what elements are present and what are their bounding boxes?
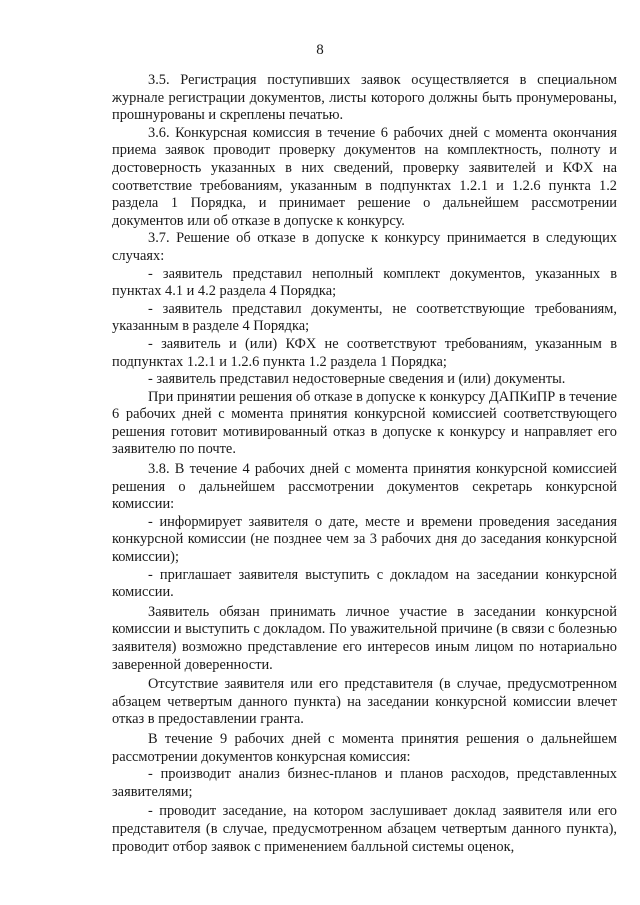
paragraph-personal-participation: Заявитель обязан принимать личное участие в заседании конкурсной комиссии и выступить с докладом. По уважительной причине (в связи с болезнью заявителя) возможно представление его интересов иным лицом по нотариально заверенной доверенности. [112,603,617,673]
list-item: - информирует заявителя о дате, месте и времени проведения заседания конкурсной комиссии (не позднее чем за 3 рабочих дня до заседания конкурсной комиссии); [112,513,617,566]
paragraph-3-7: 3.7. Решение об отказе в допуске к конкурсу принимается в следующих случаях: [112,230,617,264]
paragraph-3-6: 3.6. Конкурсная комиссия в течение 6 рабочих дней с момента окончания приема заявок проводит проверку документов на комплектность, полноту и достоверность указанных в них сведений, проверку заявителей и КФХ на соответствие требованиям, указанным в подпунктах 1.2.1 и 1.2.6 пункта 1.2 раздела 1 Порядка, и принимает решение о дальнейшем рассмотрении документов или об отказе в допуске к конкурсу. [112,124,617,229]
list-item: - заявитель и (или) КФХ не соответствуют требованиям, указанным в подпунктах 1.2.1 и 1.2.6 пункта 1.2 раздела 1 Порядка; [112,335,617,370]
paragraph-3-8: 3.8. В течение 4 рабочих дней с момента принятия конкурсной комиссией решения о дальнейшем рассмотрении документов секретарь конкурсной комиссии: [112,461,617,513]
list-item: - заявитель представил документы, не соответствующие требованиям, указанным в разделе 4 Порядка; [112,300,617,335]
list-item: - приглашает заявителя выступить с докладом на заседании конкурсной комиссии. [112,566,617,601]
document-body [112,72,617,856]
list-item: - производит анализ бизнес-планов и планов расходов, представленных заявителями; [112,766,617,800]
paragraph-absence: Отсутствие заявителя или его представителя (в случае, предусмотренном абзацем четвертым данного пункта) на заседании конкурсной комиссии влечет отказ в предоставлении гранта. [112,676,617,728]
paragraph-3-5: 3.5. Регистрация поступивших заявок осуществляется в специальном журнале регистрации документов, листы которого должны быть пронумерованы, прошнурованы и скреплены печатью. [112,72,617,124]
list-item: - заявитель представил недостоверные сведения и (или) документы. [148,371,566,388]
list-item: - заявитель представил неполный комплект документов, указанных в пунктах 4.1 и 4.2 раздела 4 Порядка; [112,265,617,300]
page-number: 8 [316,42,324,58]
paragraph-refusal-notice: При принятии решения об отказе в допуске к конкурсу ДАПКиПР в течение 6 рабочих дней с момента принятия конкурсной комиссией соответствующего решения готовит мотивированный отказ в допуске к конкурсу и направляет его заявителю по почте. [112,388,617,458]
paragraph-9-days: В течение 9 рабочих дней с момента принятия решения о дальнейшем рассмотрении документов конкурсная комиссия: [112,730,617,765]
list-item: - проводит заседание, на котором заслушивает доклад заявителя или его представителя (в случае, предусмотренном абзацем четвертым данного пункта), проводит отбор заявок с применением балльной системы оценок, [112,803,617,855]
